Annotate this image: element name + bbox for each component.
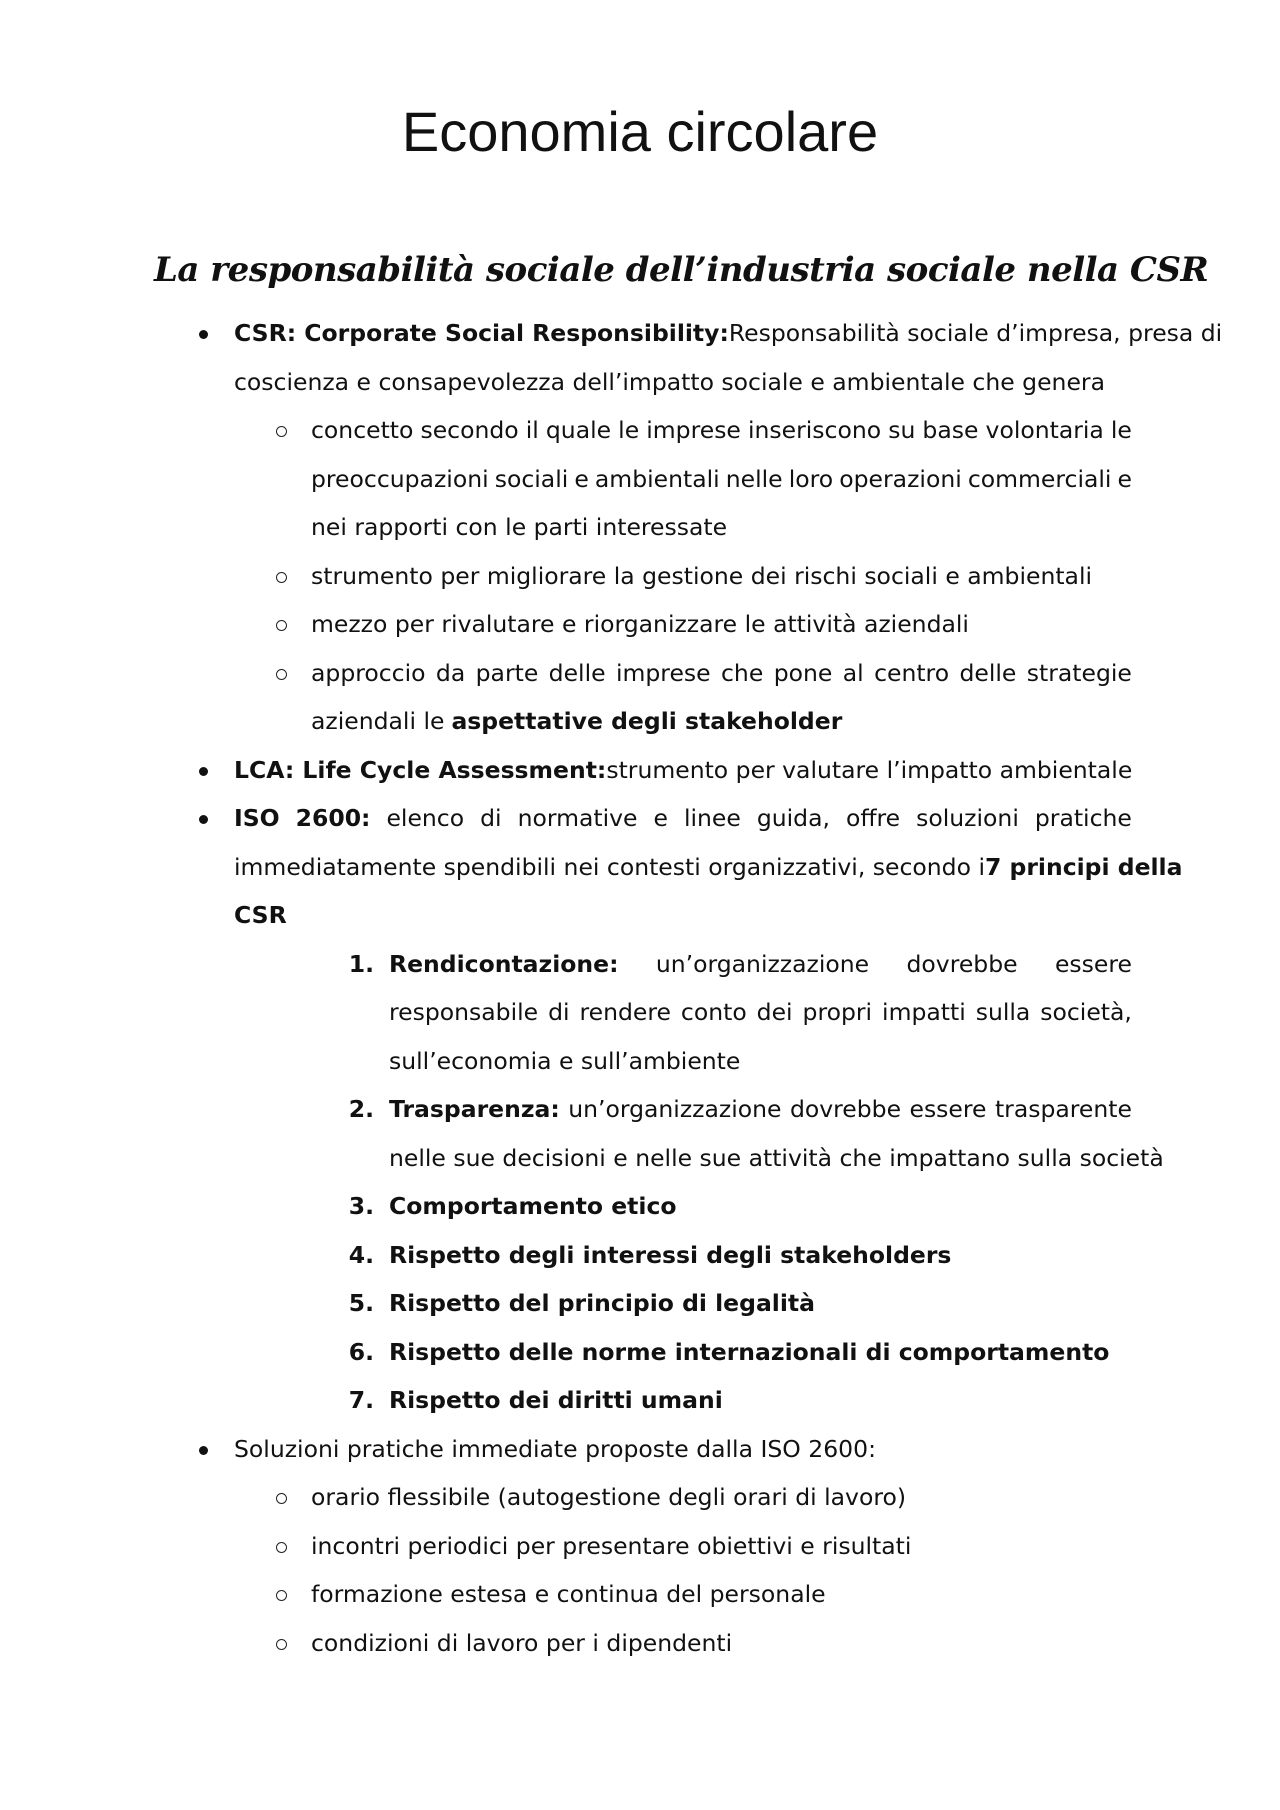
list-item-soluzioni: [0, 1425, 1280, 1474]
concetto-line-3-row: [0, 503, 1280, 552]
approccio-line-2: aziendali le aspettative degli stakeholder: [311, 697, 1132, 746]
principle-item-6: [0, 1328, 1280, 1377]
soluzioni-item-text: incontri periodici per presentare obiettivi e risultati: [311, 1531, 912, 1560]
csr-definition: Responsabilità sociale d’impresa, presa di: [728, 319, 1223, 347]
principle-label: Rispetto dei diritti umani: [389, 1386, 723, 1414]
document-body: [0, 309, 1280, 1667]
principle-number: 7.: [348, 1386, 374, 1414]
concetto-line-2: preoccupazioni sociali e ambientali nelle loro operazioni commerciali e: [311, 464, 1132, 493]
iso-line-1: ISO 2600: elenco di normative e linee guida, offre soluzioni pratiche: [234, 804, 1132, 832]
iso-line-2-row: [0, 843, 1280, 892]
principle-number: 1.: [348, 949, 374, 978]
bullet-dot-icon: [199, 1446, 208, 1455]
principle-2-line-1: Trasparenza: un’organizzazione dovrebbe essere trasparente: [389, 1095, 1132, 1123]
principle-label: Rispetto del principio di legalità: [389, 1289, 816, 1317]
bullet-circle-icon: [276, 1590, 287, 1601]
list-item-mezzo: [0, 600, 1280, 649]
bullet-circle-icon: [276, 572, 287, 583]
list-item-iso: [0, 794, 1280, 843]
principle-number: 4.: [348, 1240, 374, 1269]
concetto-line-3: nei rapporti con le parti interessate: [311, 513, 728, 541]
iso-csr-label: CSR: [234, 901, 287, 929]
csr-line-2-row: [0, 358, 1280, 407]
concetto-line-2-row: [0, 455, 1280, 504]
principle-item-5: [0, 1279, 1280, 1328]
principle-1-line-3: sull’economia e sull’ambiente: [389, 1046, 741, 1075]
list-item-strumento: [0, 552, 1280, 601]
lca-line: [234, 746, 1132, 795]
bullet-dot-icon: [199, 815, 208, 824]
principle-item-7: [0, 1376, 1280, 1425]
soluzioni-item-text: condizioni di lavoro per i dipendenti: [311, 1628, 733, 1657]
principle-item-4: [0, 1231, 1280, 1280]
stakeholder-expectations: aspettative degli stakeholder: [451, 707, 843, 735]
bullet-circle-icon: [276, 620, 287, 631]
bullet-circle-icon: [276, 1493, 287, 1504]
iso-line-3-row: [0, 891, 1280, 940]
bullet-dot-icon: [199, 767, 208, 776]
soluzioni-item-text: orario flessibile (autogestione degli orari di lavoro): [311, 1483, 907, 1511]
principle-number: 3.: [348, 1192, 374, 1220]
principle-1-line-2-row: [0, 988, 1280, 1037]
bullet-circle-icon: [276, 1639, 287, 1650]
principle-1-line-1: Rendicontazione: un’organizzazione dovrebbe essere: [389, 949, 1132, 978]
lca-label: LCA: Life Cycle Assessment:: [234, 755, 607, 784]
principle-label: Rispetto degli interessi degli stakeholders: [389, 1240, 952, 1269]
document-title: Economia circolare: [401, 100, 879, 163]
bullet-circle-icon: [276, 669, 287, 680]
principle-number: 6.: [348, 1337, 374, 1366]
soluzioni-intro: Soluzioni pratiche immediate proposte dalla ISO 2600:: [234, 1434, 876, 1463]
csr-line-2: coscienza e consapevolezza dell’impatto sociale e ambientale che genera: [234, 367, 1105, 396]
concetto-line-1: concetto secondo il quale le imprese inseriscono su base volontaria le: [311, 416, 1132, 444]
soluzioni-item: [0, 1473, 1280, 1522]
principle-2-line-2-row: [0, 1134, 1280, 1183]
iso-line-2: immediatamente spendibili nei contesti organizzativi, secondo i 7 principi della: [234, 852, 1183, 881]
bullet-circle-icon: [276, 426, 287, 437]
principle-label: Rispetto delle norme internazionali di comportamento: [389, 1337, 1110, 1366]
principle-label: Comportamento etico: [389, 1192, 677, 1220]
mezzo-text: mezzo per rivalutare e riorganizzare le attività aziendali: [311, 610, 969, 638]
principle-item-2: [0, 1085, 1280, 1134]
soluzioni-item: [0, 1619, 1280, 1668]
principle-2-line-2: nelle sue decisioni e nelle sue attività che impattano sulla società: [389, 1143, 1164, 1172]
principle-item-1: [0, 940, 1280, 989]
approccio-line-2-row: [0, 697, 1280, 746]
principle-item-3: [0, 1182, 1280, 1231]
list-item-approccio: [0, 649, 1280, 698]
list-item-concetto: [0, 406, 1280, 455]
list-item-lca: [0, 746, 1280, 795]
principle-1-line-3-row: [0, 1037, 1280, 1086]
soluzioni-item: [0, 1570, 1280, 1619]
bullet-dot-icon: [199, 330, 208, 339]
soluzioni-item: [0, 1522, 1280, 1571]
section-heading: La responsabilità sociale dell’industria sociale nella CSR: [154, 250, 1209, 290]
strumento-text: strumento per migliorare la gestione dei rischi sociali e ambientali: [311, 561, 1093, 590]
csr-label: CSR: Corporate Social Responsibility:: [234, 319, 729, 347]
approccio-line-1: approccio da parte delle imprese che pone al centro delle strategie: [311, 658, 1132, 687]
lca-definition: strumento per valutare l’impatto ambientale: [606, 755, 1133, 784]
soluzioni-item-text: formazione estesa e continua del personale: [311, 1580, 826, 1608]
bullet-circle-icon: [276, 1542, 287, 1553]
csr-line-1: [234, 309, 1223, 358]
principle-number: 5.: [348, 1289, 374, 1317]
principle-1-line-2: responsabile di rendere conto dei propri impatti sulla società,: [389, 998, 1132, 1026]
list-item-csr: [0, 309, 1280, 358]
principle-number: 2.: [348, 1095, 374, 1123]
